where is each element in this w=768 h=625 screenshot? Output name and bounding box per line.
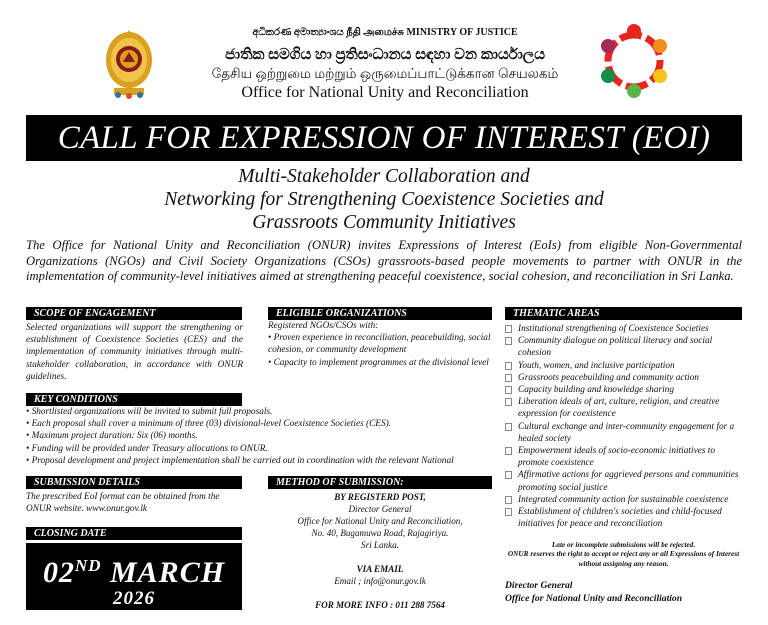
thematic-item: Establishment of children's societies and child-focused initiatives for peace and reconciliation [505,506,742,530]
closing-date-box [26,543,242,610]
note-line: Late or incomplete submissions will be rejected. [551,540,696,549]
intro-paragraph: The Office for National Unity and Reconciliation (ONUR) invites Expressions of Interest (EoIs) from eligible Non-Governmental Organizations (NGOs) and Civil Society Organizations (CSOs) grassroots-based people movements to partner with ONUR in the implementation of community-level initiatives aimed at strengthening peaceful coexistence, social cohesion, and reconciliation in Sri Lanka. [26,238,742,284]
address-line: Director General [348,504,412,514]
subtitle-line: Multi-Stakeholder Collaboration and [238,166,530,187]
address-line: Office for National Unity and Reconciliation, [297,516,463,526]
scope-text: Selected organizations will support the strengthening or establishment of Coexistence Societies (CES) and the implementation of community initiatives through multi-stakeholder collaboration, in accordance with ONUR guidelines. [26,323,243,382]
thematic-item: Cultural exchange and inter-community engagement for a healed society [505,421,742,445]
address-line: No. 40, Bugamuwa Road, Rajagiriya. [311,528,449,538]
tamil-office-name: தேசிய ஒற்றுமை மற்றும் ஒருமைப்பாட்டுக்கான செயலகம் [211,66,559,81]
eligible-intro: Registered NGOs/CSOs with: [268,321,379,331]
signature-office: Office for National Unity and Reconciliation [505,592,683,604]
key-condition-item: • Shortlisted organizations will be invited to submit full proposals. [26,407,273,417]
thematic-list [505,323,742,530]
key-condition-item: • Funding will be provided under Treasury allocations to ONUR. [26,443,268,454]
eligible-item: • Proven experience in reconciliation, peacebuilding, social cohesion, or community development [268,333,491,356]
thematic-item: Community dialogue on political literacy and social cohesion [505,335,742,359]
note-line: ONUR reserves the right to accept or reject any or all Expressions of Interest without assigning any reason. [507,549,740,568]
key-conditions-heading: KEY CONDITIONS [26,393,242,406]
eligible-item: • Capacity to implement programmes at the divisional level [268,357,489,368]
thematic-item: Integrated community action for sustainable coexistence [505,494,742,506]
sri-lanka-emblem-icon [104,26,154,100]
thematic-item: Affirmative actions for aggrieved persons and communities promoting social justice [505,469,742,493]
thematic-item: Institutional strengthening of Coexistence Societies [505,323,742,335]
thematic-item: Capacity building and knowledge sharing [505,384,742,396]
key-condition-item: • Proposal development and project implementation shall be carried out in coordination with the relevant National [26,455,454,466]
subtitle [60,165,708,234]
submission-heading: SUBMISSION DETAILS [26,476,242,489]
onur-unity-logo-icon [597,24,671,98]
ministry-line: අධිකරණ අමාත්‍යාංශය நீதி அமைச்சு MINISTRY OF JUSTICE [252,27,518,38]
submission-text: The prescribed EoI format can be obtained from the ONUR website. www.onur.gov.lk [26,492,220,515]
key-condition-item: • Maximum project duration: Six (06) months. [26,431,198,442]
closing-year: 2026 [113,588,155,609]
email-label: VIA EMAIL [356,564,404,574]
closing-day: 02 [42,556,75,589]
notes [505,540,742,568]
signature [505,580,742,605]
thematic-item: Liberation ideals of art, culture, religion, and creative expression for coexistence [505,396,742,420]
closing-heading: CLOSING DATE [26,527,242,540]
email-text: Email ; info@onur.gov.lk [334,576,426,586]
thematic-heading: THEMATIC AREAS [505,307,742,320]
signature-title: Director General [505,580,573,591]
method-heading: METHOD OF SUBMISSION: [268,476,492,489]
eligible-section [268,320,492,369]
subtitle-line: Grassroots Community Initiatives [252,212,516,233]
eligible-heading: ELIGIBLE ORGANIZATIONS [268,307,492,320]
thematic-item: Empowerment ideals of socio-economic initiatives to promote coexistence [505,445,742,469]
post-label: BY REGISTERD POST, [334,492,426,502]
address-line: Sri Lanka. [361,540,399,550]
method-section [268,491,492,611]
subtitle-line: Networking for Strengthening Coexistence Societies and [164,189,604,210]
scope-heading: SCOPE OF ENGAGEMENT [26,307,242,320]
closing-month: MARCH [110,556,226,589]
thematic-item: Youth, women, and inclusive participation [505,360,742,372]
english-office-name: Office for National Unity and Reconciliation [241,84,529,101]
key-conditions-list [26,406,496,467]
closing-day-suffix: ND [74,556,102,575]
eoi-banner: CALL FOR EXPRESSION OF INTEREST (EOI) [26,115,742,161]
key-condition-item: • Each proposal shall cover a minimum of three (03) divisional-level Coexistence Societies (CES). [26,419,392,430]
more-info: FOR MORE INFO : 011 288 7564 [315,600,445,610]
thematic-item: Grassroots peacebuilding and community action [505,372,742,384]
sinhala-office-name: ජාතික සමගිය හා ප්‍රතිසංධානය සඳහා වන කාර්යාලය [225,47,545,63]
